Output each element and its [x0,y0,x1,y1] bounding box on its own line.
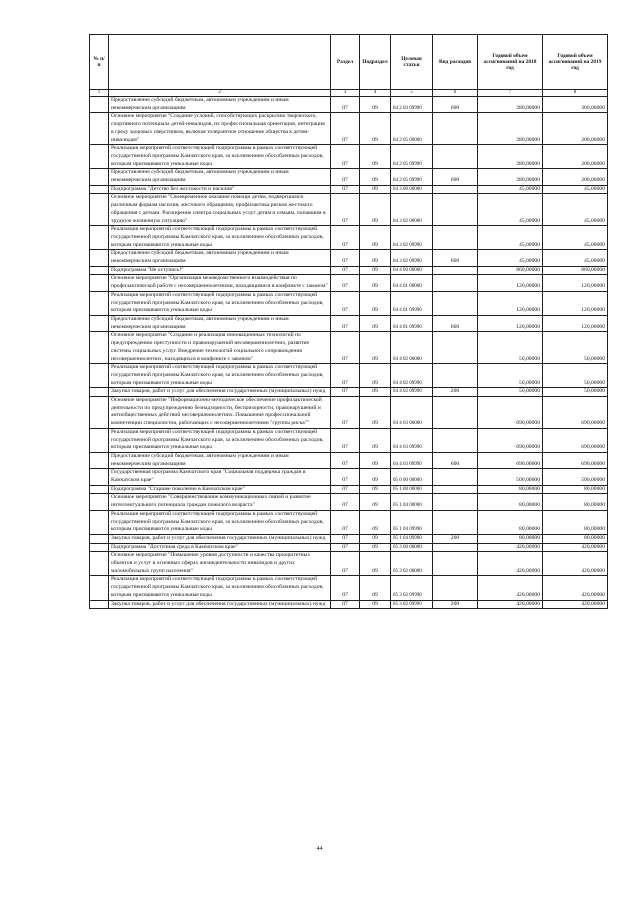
cell-razdel: 07 [331,145,360,169]
header-row [90,35,608,90]
cell-podrazdel: 09 [360,600,391,609]
cell-amount-2018: 80,00000 [478,485,543,494]
cell-expense-type: 600 [433,250,478,266]
header-razdel: Раздел [331,35,360,90]
cell-name: Основное мероприятие "Создание и реализация инновационных технологий по предупреждению преступности и правонарушений несовершеннолетних, развитие системы социальных услуг. Внедрение технологий социального сопровождения несовершеннолетних, находящихся в конфликте с законом" [109,332,331,364]
cell-amount-2018: 420,00000 [478,576,543,600]
cell-num [90,145,109,169]
cell-amount-2019: 45,00000 [543,194,608,226]
table-row [90,97,608,113]
cell-expense-type [433,364,478,388]
cell-expense-type: 200 [433,388,478,397]
cell-name: Реализация мероприятий соответствующей подпрограммы в рамках соответствующей государственной программы Камчатского края, за исключением обособленных расходов, которым присваиваются уникальные коды [109,364,331,388]
cell-amount-2019: 120,00000 [543,315,608,331]
cell-amount-2019: 860,00000 [543,266,608,275]
cell-amount-2019: 80,00000 [543,534,608,543]
cell-target-article: 04 4 00 00000 [391,266,433,275]
cell-amount-2018: 690,00000 [478,397,543,429]
cell-num [90,428,109,452]
cell-amount-2019: 360,00000 [543,97,608,113]
cell-razdel: 07 [331,494,360,510]
cell-razdel: 07 [331,543,360,552]
cell-num [90,250,109,266]
cell-amount-2018: 50,00000 [478,364,543,388]
table-row [90,452,608,468]
cell-name: Реализация мероприятий соответствующей подпрограммы в рамках соответствующей государственной программы Камчатского края, за исключением обособленных расходов, которым присваиваются уникальные коды [109,226,331,250]
cell-target-article: 04 4 02 00000 [391,332,433,364]
cell-amount-2019: 420,00000 [543,543,608,552]
table-row [90,428,608,452]
cell-num [90,388,109,397]
cell-podrazdel: 09 [360,534,391,543]
cell-name: Предоставление субсидий бюджетным, автономным учреждениям и иным некоммерческим организациям [109,315,331,331]
cell-num [90,291,109,315]
cell-amount-2019: 45,00000 [543,250,608,266]
cell-razdel: 07 [331,315,360,331]
header-2019: Годовой объем ассигнований на 2019 год [543,35,608,90]
table-row [90,185,608,194]
cell-razdel: 07 [331,364,360,388]
cell-expense-type [433,469,478,485]
cell-razdel: 07 [331,226,360,250]
page-number: 44 [316,846,323,852]
cell-num [90,97,109,113]
cell-target-article: 04 4 02 09990 [391,388,433,397]
cell-target-article: 04 3 02 09990 [391,250,433,266]
cell-razdel: 07 [331,266,360,275]
cell-expense-type [433,510,478,534]
cell-amount-2018: 45,00000 [478,250,543,266]
cell-amount-2019: 500,00000 [543,469,608,485]
cell-target-article: 04 3 02 00000 [391,194,433,226]
table-row [90,364,608,388]
cell-razdel: 07 [331,275,360,291]
cell-razdel: 07 [331,97,360,113]
column-number: 7 [478,90,543,97]
cell-target-article: 05 3 00 00000 [391,543,433,552]
column-number: 8 [543,90,608,97]
cell-amount-2018: 80,00000 [478,510,543,534]
table-row [90,169,608,185]
cell-amount-2018: 120,00000 [478,291,543,315]
cell-name: Реализация мероприятий соответствующей подпрограммы в рамках соответствующей государственной программы Камчатского края, за исключением обособленных расходов, которым присваиваются уникальные коды [109,428,331,452]
cell-target-article: 04 2 03 09990 [391,97,433,113]
cell-amount-2018: 280,00000 [478,145,543,169]
cell-expense-type [433,494,478,510]
cell-target-article: 04 3 00 00000 [391,185,433,194]
cell-target-article: 04 4 03 09990 [391,428,433,452]
cell-amount-2018: 420,00000 [478,552,543,576]
cell-num [90,576,109,600]
column-number: 6 [433,90,478,97]
cell-expense-type [433,576,478,600]
cell-amount-2018: 45,00000 [478,194,543,226]
cell-target-article: 05 0 00 00000 [391,469,433,485]
cell-name: Основное мероприятие "Организация межведомственного взаимодействия по профилактической работе с несовершеннолетними, находящимися в конфликте с законом" [109,275,331,291]
table-row [90,332,608,364]
cell-expense-type [433,543,478,552]
cell-name: Государственная программа Камчатского края "Социальная поддержка граждан в Камчатском крае" [109,469,331,485]
cell-amount-2019: 80,00000 [543,485,608,494]
cell-target-article: 04 4 01 09990 [391,315,433,331]
cell-razdel: 07 [331,194,360,226]
cell-target-article: 04 2 05 09990 [391,169,433,185]
header-podrazdel: Подраздел [360,35,391,90]
cell-podrazdel: 09 [360,145,391,169]
cell-amount-2018: 500,00000 [478,469,543,485]
cell-podrazdel: 09 [360,275,391,291]
cell-podrazdel: 09 [360,510,391,534]
cell-podrazdel: 09 [360,266,391,275]
cell-podrazdel: 09 [360,113,391,145]
cell-name: Подпрограмма "Детство без жестокости и насилия" [109,185,331,194]
cell-podrazdel: 09 [360,250,391,266]
cell-amount-2018: 420,00000 [478,543,543,552]
cell-expense-type: 200 [433,534,478,543]
cell-num [90,452,109,468]
cell-amount-2019: 690,00000 [543,397,608,429]
cell-expense-type: 600 [433,97,478,113]
cell-razdel: 07 [331,452,360,468]
cell-amount-2018: 280,00000 [478,113,543,145]
cell-expense-type: 600 [433,315,478,331]
cell-name: Закупка товаров, работ и услуг для обеспечения государственных (муниципальных) нужд [109,600,331,609]
cell-razdel: 07 [331,185,360,194]
cell-amount-2019: 420,00000 [543,576,608,600]
column-number: 1 [90,90,109,97]
table-row [90,485,608,494]
cell-amount-2019: 80,00000 [543,510,608,534]
cell-target-article: 04 3 02 09990 [391,226,433,250]
cell-num [90,169,109,185]
table-body [90,97,608,609]
cell-name: Закупка товаров, работ и услуг для обеспечения государственных (муниципальных) нужд [109,534,331,543]
cell-podrazdel: 09 [360,332,391,364]
cell-expense-type: 600 [433,452,478,468]
cell-target-article: 04 4 02 09990 [391,364,433,388]
cell-amount-2018: 50,00000 [478,388,543,397]
cell-expense-type [433,428,478,452]
table-row [90,543,608,552]
cell-expense-type [433,194,478,226]
cell-amount-2019: 50,00000 [543,332,608,364]
cell-podrazdel: 09 [360,315,391,331]
cell-name: Основное мероприятие "Повышение уровня доступности и качества приоритетных объектов и услуг в основных сферах жизнедеятельности инвалидов и других маломобильных групп населения" [109,552,331,576]
cell-target-article: 04 4 03 00000 [391,397,433,429]
cell-razdel: 07 [331,388,360,397]
cell-target-article: 04 2 05 09990 [391,145,433,169]
cell-name: Реализация мероприятий соответствующей подпрограммы в рамках соответствующей государственной программы Камчатского края, за исключением обособленных расходов, которым присваиваются уникальные коды [109,576,331,600]
table-row [90,291,608,315]
cell-amount-2019: 690,00000 [543,452,608,468]
cell-name: Закупка товаров, работ и услуг для обеспечения государственных (муниципальных) нужд [109,388,331,397]
cell-amount-2019: 45,00000 [543,185,608,194]
table-row [90,388,608,397]
cell-amount-2019: 420,00000 [543,600,608,609]
cell-expense-type: 600 [433,169,478,185]
cell-target-article: 05 1 04 09990 [391,534,433,543]
column-number: 3 [331,90,360,97]
cell-num [90,315,109,331]
cell-num [90,185,109,194]
table-row [90,145,608,169]
cell-name: Предоставление субсидий бюджетным, автономным учреждениям и иным некоммерческим организациям [109,452,331,468]
table-row [90,397,608,429]
cell-num [90,485,109,494]
cell-podrazdel: 09 [360,552,391,576]
cell-amount-2019: 200,00000 [543,169,608,185]
cell-podrazdel: 09 [360,388,391,397]
cell-podrazdel: 09 [360,485,391,494]
cell-amount-2019: 50,00000 [543,388,608,397]
cell-podrazdel: 09 [360,291,391,315]
cell-target-article: 05 1 04 09990 [391,510,433,534]
cell-amount-2018: 50,00000 [478,332,543,364]
cell-amount-2019: 200,00000 [543,113,608,145]
cell-num [90,113,109,145]
cell-podrazdel: 09 [360,452,391,468]
cell-name: Реализация мероприятий соответствующей подпрограммы в рамках соответствующей государственной программы Камчатского края, за исключением обособленных расходов, которым присваиваются уникальные коды [109,291,331,315]
cell-amount-2018: 120,00000 [478,275,543,291]
cell-target-article: 05 3 02 00000 [391,552,433,576]
cell-num [90,332,109,364]
header-csr: Целевая статья [391,35,433,90]
cell-amount-2019: 200,00000 [543,145,608,169]
cell-podrazdel: 09 [360,428,391,452]
table-row [90,534,608,543]
cell-expense-type [433,266,478,275]
table-row [90,315,608,331]
cell-razdel: 07 [331,534,360,543]
cell-expense-type [433,485,478,494]
cell-name: Предоставление субсидий бюджетным, автономным учреждениям и иным некоммерческим организациям [109,169,331,185]
cell-amount-2019: 45,00000 [543,226,608,250]
cell-num [90,275,109,291]
cell-podrazdel: 09 [360,364,391,388]
cell-amount-2018: 120,00000 [478,315,543,331]
budget-table [89,34,608,609]
cell-amount-2018: 45,00000 [478,185,543,194]
cell-podrazdel: 09 [360,169,391,185]
table-row [90,194,608,226]
cell-name: Предоставление субсидий бюджетным, автономным учреждениям и иным некоммерческим организациям [109,250,331,266]
cell-num [90,552,109,576]
cell-amount-2019: 420,00000 [543,552,608,576]
column-number: 4 [360,90,391,97]
cell-razdel: 07 [331,169,360,185]
cell-num [90,364,109,388]
cell-amount-2019: 120,00000 [543,275,608,291]
cell-amount-2019: 690,00000 [543,428,608,452]
cell-num [90,397,109,429]
cell-amount-2018: 80,00000 [478,494,543,510]
cell-num [90,494,109,510]
cell-num [90,534,109,543]
cell-name: Подпрограмма "Старшее поколение в Камчатском крае" [109,485,331,494]
cell-expense-type [433,113,478,145]
cell-num [90,226,109,250]
cell-amount-2018: 690,00000 [478,452,543,468]
cell-expense-type [433,275,478,291]
cell-target-article: 05 3 02 09990 [391,600,433,609]
cell-amount-2019: 120,00000 [543,291,608,315]
cell-name: Основное мероприятие "Информационно-методическое обеспечение профилактической деятельности по предупреждению безнадзорности, беспризорности, правонарушений и антиобщественных действий несовершеннолетних. Повышение профессиональной компетенции специалистов, работающих с несовершеннолетними "группы риска"" [109,397,331,429]
cell-name: Основное мероприятие "Создание условий, способствующих раскрытию творческого, спортивного потенциала детей-инвалидов, их профессиональная ориентация, интеграция в среду здоровых сверстников, включая толерантное отношение общества к детям-инвалидам" [109,113,331,145]
cell-target-article: 05 1 00 00000 [391,485,433,494]
cell-razdel: 07 [331,332,360,364]
cell-amount-2018: 420,00000 [478,600,543,609]
cell-amount-2018: 280,00000 [478,97,543,113]
cell-name: Реализация мероприятий соответствующей подпрограммы в рамках соответствующей государственной программы Камчатского края, за исключением обособленных расходов, которым присваиваются уникальные коды [109,510,331,534]
cell-razdel: 07 [331,600,360,609]
cell-target-article: 04 4 01 00000 [391,275,433,291]
cell-name: Основное мероприятие "Совершенствование коммуникационных связей и развитие интеллектуального потенциала граждан пожилого возраста" [109,494,331,510]
table-row [90,113,608,145]
cell-name: Подпрограмма "Доступная среда в Камчатском крае" [109,543,331,552]
cell-razdel: 07 [331,485,360,494]
cell-expense-type: 200 [433,600,478,609]
cell-amount-2019: 50,00000 [543,364,608,388]
cell-razdel: 07 [331,428,360,452]
cell-name: Основное мероприятие "Своевременное оказание помощи детям, подвергшимся различным формам насилия, жестокого обращения, профилактика рисков жестокого обращения с детьми. Расширение спектра социальных услуг детям и семьям, попавшим в трудную жизненную ситуацию" [109,194,331,226]
cell-podrazdel: 09 [360,185,391,194]
document-page [89,34,607,609]
cell-podrazdel: 09 [360,194,391,226]
cell-target-article: 04 4 01 09990 [391,291,433,315]
cell-expense-type [433,145,478,169]
cell-num [90,266,109,275]
cell-razdel: 07 [331,291,360,315]
cell-podrazdel: 09 [360,97,391,113]
table-row [90,275,608,291]
cell-num [90,600,109,609]
table-row [90,226,608,250]
header-num: № п/п [90,35,109,90]
cell-expense-type [433,291,478,315]
cell-podrazdel: 09 [360,397,391,429]
cell-amount-2019: 80,00000 [543,494,608,510]
cell-target-article: 05 3 02 09990 [391,576,433,600]
cell-num [90,510,109,534]
cell-target-article: 04 2 05 00000 [391,113,433,145]
column-number-row [90,90,608,97]
cell-razdel: 07 [331,510,360,534]
table-row [90,266,608,275]
cell-name: Подпрограмма "Не оступись!" [109,266,331,275]
cell-name: Реализация мероприятий соответствующей подпрограммы в рамках соответствующей государственной программы Камчатского края, за исключением обособленных расходов, которым присваиваются уникальные коды [109,145,331,169]
table-row [90,494,608,510]
cell-amount-2018: 690,00000 [478,428,543,452]
cell-amount-2018: 860,00000 [478,266,543,275]
table-row [90,250,608,266]
cell-expense-type [433,397,478,429]
cell-razdel: 07 [331,552,360,576]
table-row [90,552,608,576]
header-name [109,35,331,90]
cell-amount-2018: 280,00000 [478,169,543,185]
cell-podrazdel: 09 [360,576,391,600]
cell-podrazdel: 09 [360,543,391,552]
table-row [90,600,608,609]
table-row [90,469,608,485]
cell-podrazdel: 09 [360,226,391,250]
cell-podrazdel: 09 [360,469,391,485]
cell-name: Предоставление субсидий бюджетным, автономным учреждениям и иным некоммерческим организациям [109,97,331,113]
cell-razdel: 07 [331,576,360,600]
cell-razdel: 07 [331,113,360,145]
cell-razdel: 07 [331,250,360,266]
cell-target-article: 05 1 04 00000 [391,494,433,510]
cell-amount-2018: 80,00000 [478,534,543,543]
cell-razdel: 07 [331,469,360,485]
cell-expense-type [433,185,478,194]
cell-num [90,469,109,485]
header-vr: Вид расходов [433,35,478,90]
cell-expense-type [433,552,478,576]
column-number: 5 [391,90,433,97]
cell-target-article: 04 4 03 09990 [391,452,433,468]
cell-podrazdel: 09 [360,494,391,510]
cell-expense-type [433,226,478,250]
column-number: 2 [109,90,331,97]
cell-num [90,543,109,552]
cell-expense-type [433,332,478,364]
cell-amount-2018: 45,00000 [478,226,543,250]
table-row [90,576,608,600]
header-2018: Годовой объем ассигнований на 2018 год [478,35,543,90]
table-row [90,510,608,534]
cell-num [90,194,109,226]
cell-razdel: 07 [331,397,360,429]
